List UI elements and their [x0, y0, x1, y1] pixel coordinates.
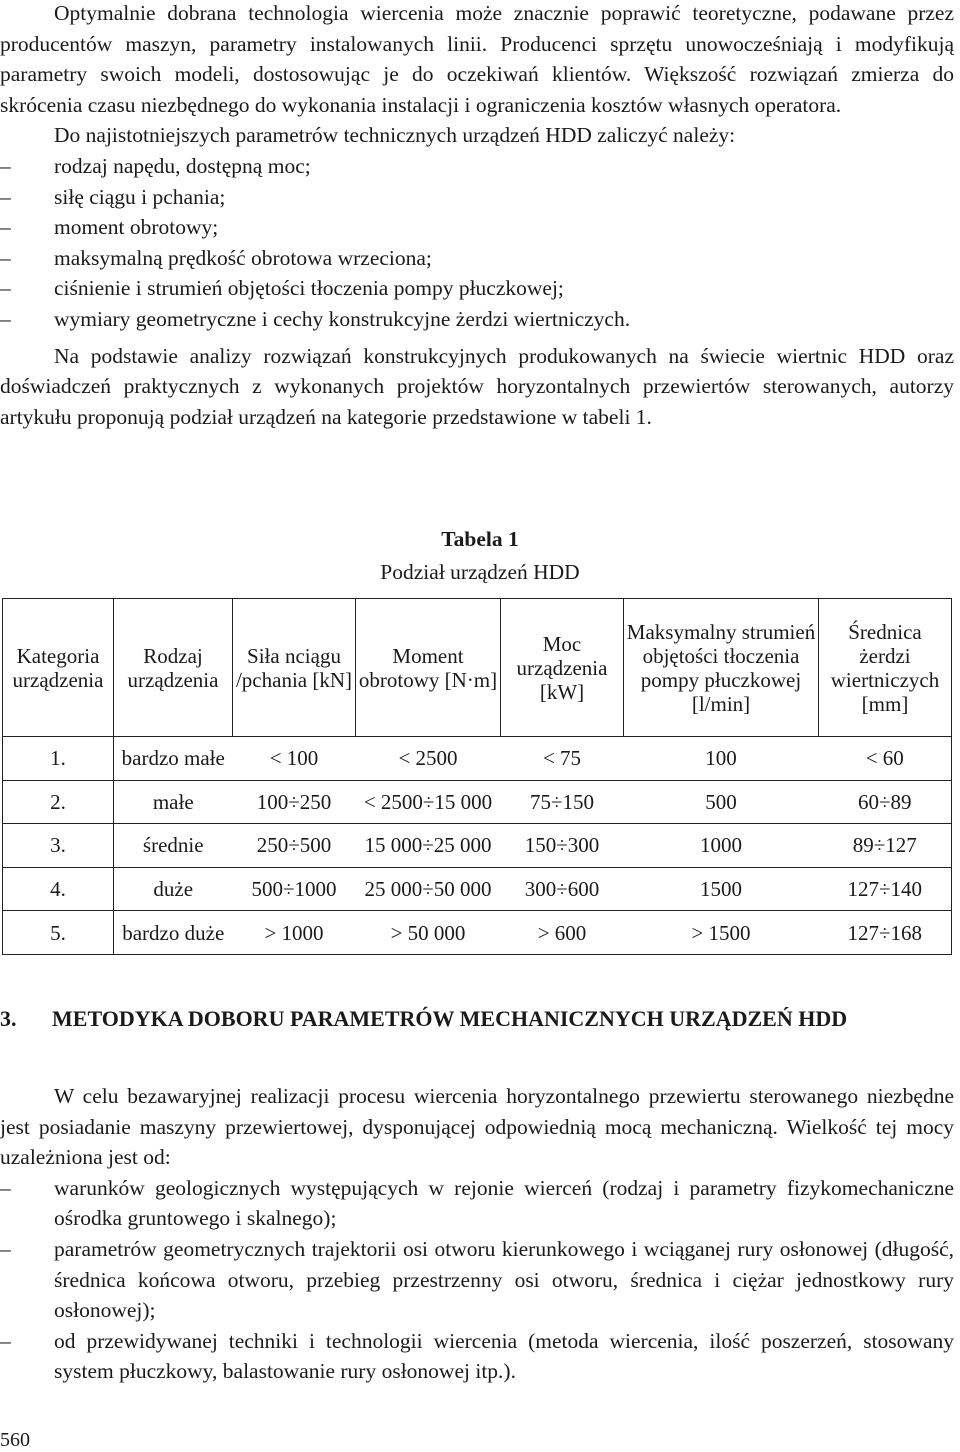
section-text — [0, 1081, 954, 1387]
list-item: – maksymalną prędkość obrotowa wrzeciona; — [0, 243, 954, 274]
page-number: 560 — [0, 1429, 30, 1451]
cell-flow: 1000 — [700, 833, 742, 858]
header-torque: Moment obrotowy [N·m] — [356, 599, 501, 737]
table-number: Tabela 1 — [441, 527, 519, 551]
cell-power: 150÷300 — [524, 833, 600, 858]
cell-diameter: 60÷89 — [857, 789, 912, 814]
header-diameter: Średnica żerdzi wiertniczych [mm] — [830, 619, 940, 716]
header-flow: Maksymalny strumień objętości tłoczenia pompy płuczkowej [l/min] — [624, 599, 819, 737]
cell-flow: 1500 — [700, 877, 742, 902]
table-row — [3, 867, 952, 911]
list-item: – od przewidywanej techniki i technologii wiercenia (metoda wiercenia, ilość poszerzeń, stosowany system płuczkowy, balastowanie rury osłonowej itp.). — [0, 1326, 954, 1387]
cell-torque: 25 000÷50 000 — [364, 877, 492, 902]
cell-power: < 75 — [542, 746, 582, 771]
cell-torque: < 2500÷15 000 — [363, 789, 493, 814]
cell-category: 4. — [3, 867, 114, 911]
section-number: 3. — [0, 1006, 17, 1031]
intro-paragraph-1: Optymalnie dobrana technologia wiercenia może znacznie poprawić teoretyczne, podawane przez producentów maszyn, parametry instalowanych linii. Producenci sprzętu unowocześniają i modyfikują parametry swoich modeli, dostosowując je do oczekiwań klientów. Większość rozwiązań zmierza do skrócenia czasu niezbędnego do wykonania instalacji i ograniczenia kosztów własnych operatora. — [0, 1, 954, 117]
cell-power: 300÷600 — [524, 877, 600, 902]
list-item: – rodzaj napędu, dostępną moc; — [0, 151, 954, 182]
list-item: – moment obrotowy; — [0, 212, 954, 243]
cell-flow: 100 — [705, 746, 737, 771]
cell-type: duże — [153, 877, 194, 902]
cell-category: 2. — [3, 780, 114, 824]
cell-type: bardzo małe — [121, 746, 225, 771]
cell-type: małe — [152, 789, 194, 814]
cell-category: 1. — [3, 737, 114, 781]
header-type: Rodzaj urządzenia — [114, 599, 233, 737]
intro-text — [0, 0, 954, 432]
cell-torque: < 2500 — [398, 746, 458, 771]
cell-diameter: 89÷127 — [852, 833, 917, 858]
header-power: Moc urządzenia [kW] — [501, 599, 624, 737]
cell-category: 5. — [3, 911, 114, 955]
parameters-list — [0, 151, 954, 335]
cell-torque: 15 000÷25 000 — [364, 833, 492, 858]
cell-force: 100÷250 — [256, 789, 332, 814]
list-item: – siłę ciągu i pchania; — [0, 182, 954, 213]
hdd-categories-table — [2, 598, 952, 955]
cell-power: 75÷150 — [529, 789, 595, 814]
list-item: – warunków geologicznych występujących w rejonie wierceń (rodzaj i parametry fizykomechaniczne ośrodka gruntowego i skalnego); — [0, 1173, 954, 1234]
table-row — [3, 780, 952, 824]
table-row — [3, 911, 952, 955]
header-category: Kategoria urządzenia — [3, 599, 114, 737]
cell-type: bardzo duże — [122, 920, 225, 945]
cell-force: < 100 — [269, 746, 319, 771]
cell-diameter: 127÷140 — [847, 877, 923, 902]
intro-paragraph-3: Na podstawie analizy rozwiązań konstrukcyjnych produkowanych na świecie wiertnic HDD oraz doświadczeń praktycznych z wykonanych projektów horyzontalnych przewiertów sterowanych, autorzy artykułu proponują podział urządzeń na kategorie przedstawione w tabeli 1. — [0, 343, 954, 429]
section-paragraph-1: W celu bezawaryjnej realizacji procesu wiercenia horyzontalnego przewiertu sterowanego niezbędne jest posiadanie maszyny przewiertowej, dysponującej odpowiednią mocą mechaniczną. Wielkość tej mocy uzależniona jest od: — [0, 1084, 954, 1170]
dependency-list — [0, 1173, 954, 1387]
cell-torque: > 50 000 — [390, 920, 466, 945]
list-item: – wymiary geometryczne i cechy konstrukcyjne żerdzi wiertniczych. — [0, 304, 954, 335]
cell-power: > 600 — [537, 920, 587, 945]
cell-diameter: < 60 — [865, 746, 904, 771]
table-row — [3, 824, 952, 868]
cell-flow: > 1500 — [691, 920, 751, 945]
header-force: Siła nciągu /pchania [kN] — [233, 599, 356, 737]
section-heading — [0, 1004, 954, 1033]
section-title: METODYKA DOBORU PARAMETRÓW MECHANICZNYCH URZĄDZEŃ HDD — [52, 1006, 848, 1031]
list-item: – parametrów geometrycznych trajektorii osi otworu kierunkowego i wciąganej rury osłonowej (długość, średnica końcowa otworu, przebieg przestrzenny osi otworu, średnica i ciężar jednostkowy rury osłonowej); — [0, 1234, 954, 1326]
table-caption: Podział urządzeń HDD — [380, 560, 580, 584]
cell-diameter: 127÷168 — [847, 920, 923, 945]
cell-force: 250÷500 — [256, 833, 332, 858]
cell-flow: 500 — [705, 789, 737, 814]
cell-force: 500÷1000 — [251, 877, 337, 902]
cell-type: średnie — [142, 833, 204, 858]
cell-category: 3. — [3, 824, 114, 868]
list-item: – ciśnienie i strumień objętości tłoczenia pompy płuczkowej; — [0, 273, 954, 304]
table-row — [3, 737, 952, 781]
table-header-row — [3, 599, 952, 737]
cell-force: > 1000 — [264, 920, 324, 945]
intro-paragraph-2: Do najistotniejszych parametrów technicznych urządzeń HDD zaliczyć należy: — [54, 123, 736, 148]
